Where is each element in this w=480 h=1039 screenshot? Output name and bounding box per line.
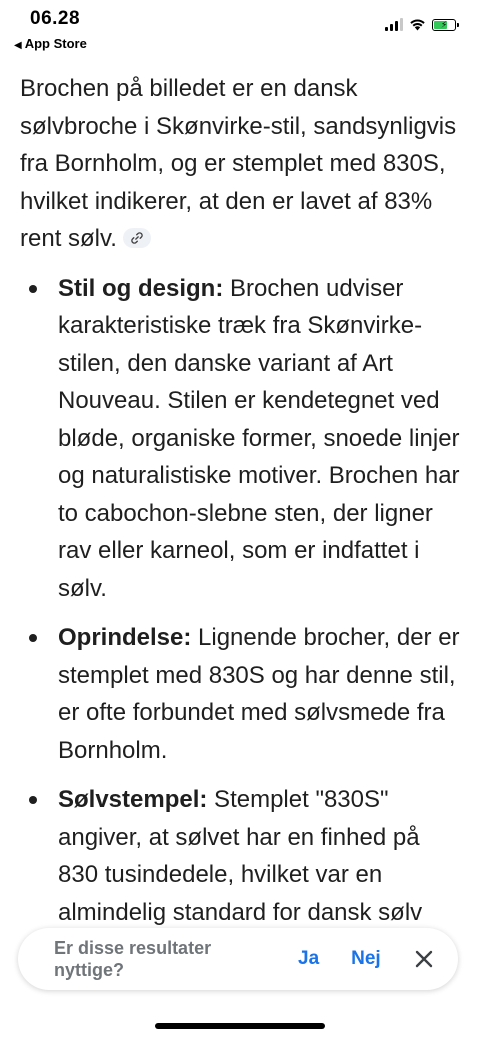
intro-text: Brochen på billedet er en dansk sølvbroche i Skønvirke-stil, sandsynligvis fra Bornholm, og er stemplet med 830S, hvilket indikerer, at den er lavet af 83% rent sølv. — [20, 75, 457, 252]
back-arrow-icon: ◀ — [14, 40, 22, 51]
answer-content — [20, 70, 465, 943]
feedback-question: Er disse resultater nyttige? — [54, 938, 212, 980]
feedback-no-button[interactable]: Nej — [351, 948, 381, 969]
close-feedback-button[interactable] — [412, 947, 436, 971]
bullet-heading: Oprindelse: — [58, 624, 192, 651]
bullet-text: Stemplet "830S" angiver, at sølvet har en finhed på 830 tusindedele, hvilket var en almindelig standard for dansk sølv — [58, 786, 423, 926]
list-item — [20, 781, 465, 931]
status-bar — [0, 0, 480, 56]
bullet-heading: Sølvstempel: — [58, 786, 208, 813]
battery-icon: ⚡ — [432, 19, 456, 31]
link-icon — [130, 231, 144, 245]
status-icons — [385, 18, 456, 31]
back-app-label: App Store — [24, 36, 87, 51]
bullet-text: Brochen udviser karakteristiske træk fra Skønvirke-stilen, den danske variant af Art Nouveau. Stilen er kendetegnet ved bløde, organiske former, snoede linjer og naturalistiske motiver. Brochen har to cabochon-slebne sten, der ligner rav eller karneol, som er indfattet i sølv. — [58, 274, 460, 602]
list-item — [20, 270, 465, 608]
bullet-dot — [29, 634, 37, 642]
intro-paragraph — [20, 70, 465, 258]
bullet-dot — [29, 796, 37, 804]
close-icon — [412, 947, 436, 971]
status-time: 06.28 — [30, 8, 81, 29]
feedback-yes-button[interactable]: Ja — [298, 948, 320, 969]
home-indicator[interactable] — [155, 1023, 325, 1029]
bullet-heading: Stil og design: — [58, 274, 224, 302]
cellular-signal-icon — [385, 18, 403, 31]
feedback-bar — [18, 928, 458, 990]
bullet-list — [20, 270, 465, 932]
list-item — [20, 619, 465, 769]
wifi-icon — [409, 18, 426, 31]
source-link-chip[interactable] — [123, 228, 151, 248]
bullet-dot — [29, 285, 37, 293]
bullet-text: Lignende brocher, der er stemplet med 830S og har denne stil, er ofte forbundet med sølvsmede fra Bornholm. — [58, 624, 460, 764]
back-to-app-store-button[interactable] — [14, 36, 87, 51]
